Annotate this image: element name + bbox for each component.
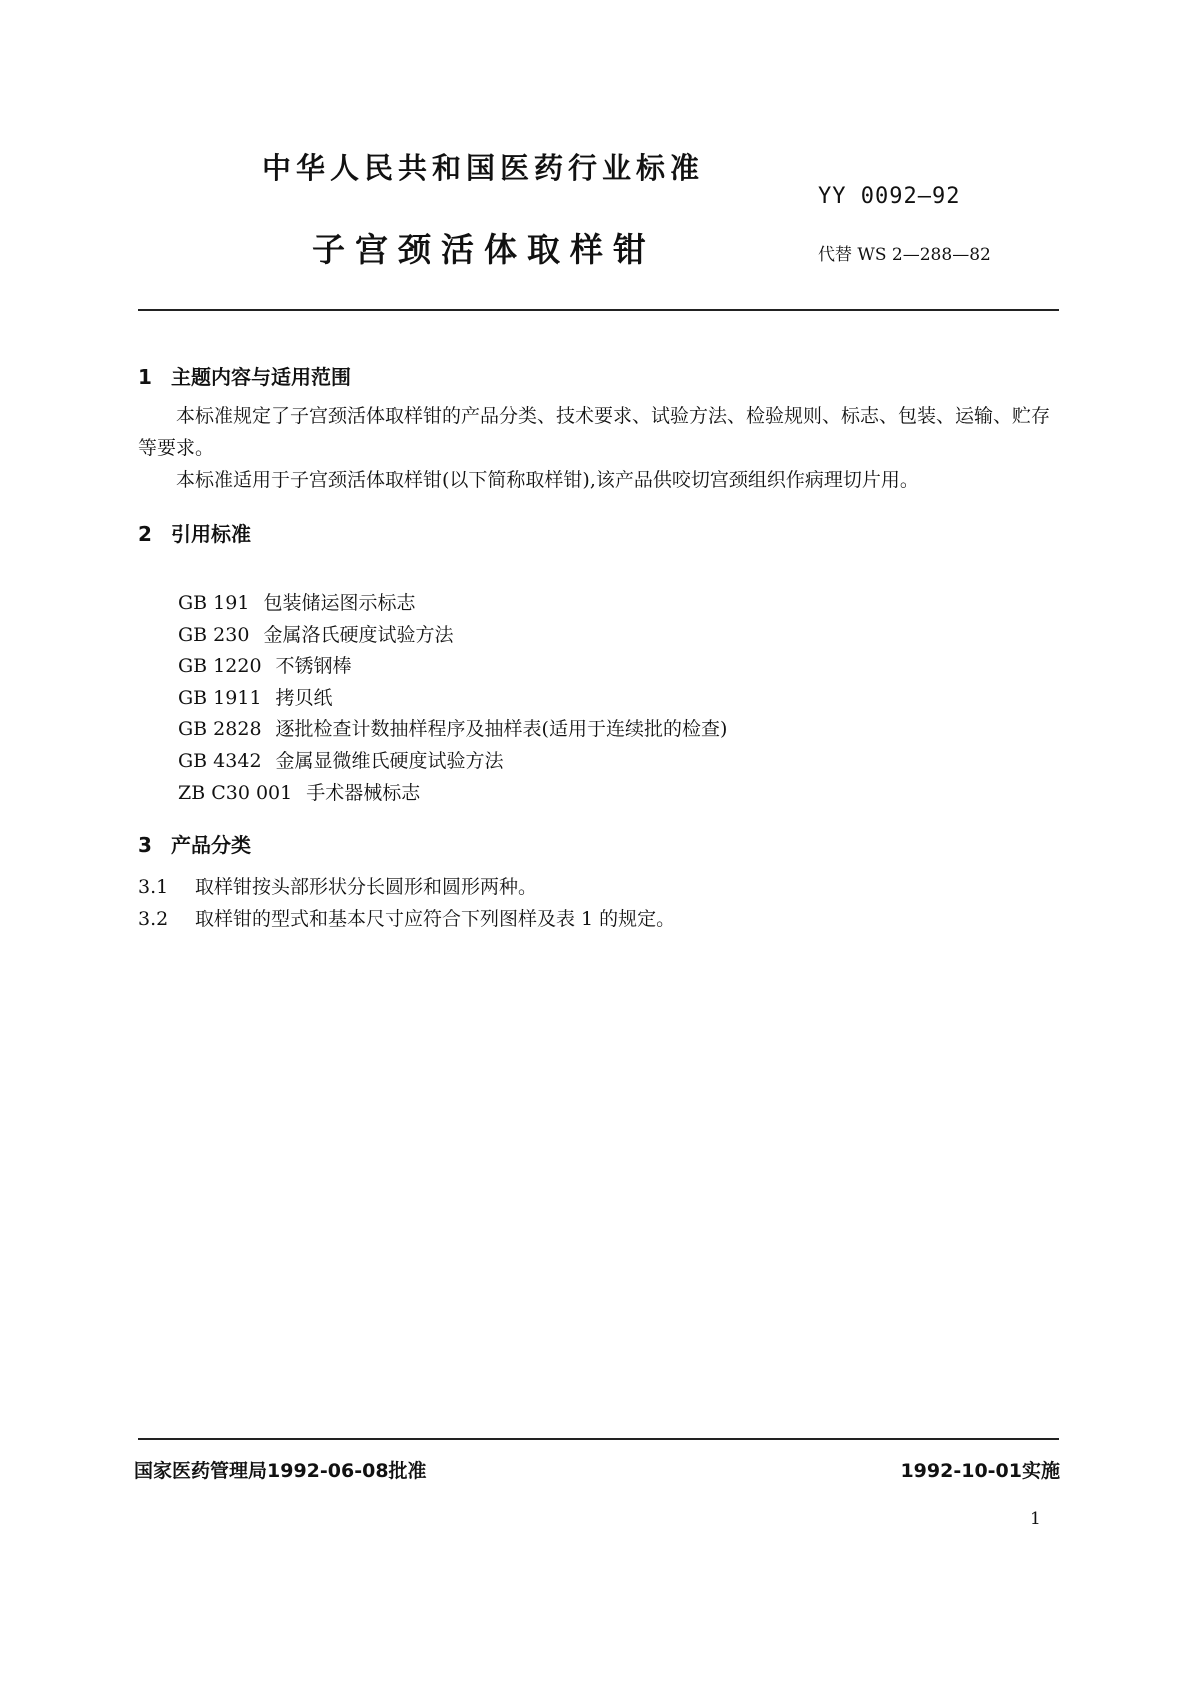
section-heading [138, 518, 251, 547]
paragraph-text: 本标准规定了子宫颈活体取样钳的产品分类、技术要求、试验方法、检验规则、标志、包装、运输、贮存等要求。 [138, 405, 1051, 459]
section-title: 引用标准 [171, 522, 251, 546]
clause-text: 取样钳的型式和基本尺寸应符合下列图样及表 1 的规定。 [195, 908, 676, 930]
reference-code: GB 4342 [178, 749, 262, 772]
clause [138, 872, 537, 899]
section-heading [138, 361, 351, 390]
approval-line: 国家医药管理局1992-06-08批准 [134, 1460, 427, 1482]
reference-item [178, 651, 727, 683]
issuing-organization: 中华人民共和国医药行业标准 [262, 151, 705, 185]
replaces-standard: 代替 WS 2—288—82 [818, 245, 991, 265]
reference-code: GB 2828 [178, 718, 262, 741]
reference-code: GB 1911 [178, 686, 262, 709]
reference-list [178, 588, 727, 809]
reference-item [178, 746, 727, 778]
paragraph [138, 400, 1059, 464]
clause-text: 取样钳按头部形状分长圆形和圆形两种。 [195, 876, 538, 898]
paragraph [138, 464, 1059, 496]
document-title: 子宫颈活体取样钳 [312, 230, 656, 269]
reference-item [178, 588, 727, 620]
page-number: 1 [1030, 1509, 1041, 1529]
reference-item [178, 778, 727, 810]
section-title: 产品分类 [171, 833, 251, 857]
section-title: 主题内容与适用范围 [171, 365, 351, 389]
clause-number: 3.2 [138, 908, 169, 930]
header-divider [138, 309, 1059, 311]
reference-name: 手术器械标志 [306, 781, 421, 804]
implementation-date: 1992-10-01实施 [900, 1460, 1060, 1482]
reference-name: 不锈钢棒 [275, 655, 352, 678]
reference-item [178, 714, 727, 746]
reference-code: GB 191 [178, 592, 250, 614]
reference-code: ZB C30 001 [178, 781, 293, 804]
section-heading [138, 829, 251, 858]
clause-number: 3.1 [138, 876, 169, 898]
reference-item [178, 620, 727, 652]
clause [138, 904, 675, 931]
reference-name: 逐批检查计数抽样程序及抽样表(适用于连续批的检查) [275, 718, 728, 741]
standard-code: YY 0092—92 [818, 184, 961, 209]
reference-code: GB 1220 [178, 655, 262, 678]
reference-code: GB 230 [178, 623, 250, 646]
section-number: 1 [138, 365, 152, 389]
reference-name: 拷贝纸 [275, 686, 333, 709]
footer-divider [138, 1438, 1059, 1440]
reference-name: 包装储运图示标志 [263, 592, 416, 614]
section-number: 2 [138, 522, 152, 546]
section-number: 3 [138, 833, 152, 857]
reference-name: 金属显微维氏硬度试验方法 [275, 749, 504, 772]
reference-item [178, 683, 727, 715]
reference-name: 金属洛氏硬度试验方法 [263, 623, 454, 646]
paragraph-text: 本标准适用于子宫颈活体取样钳(以下简称取样钳),该产品供咬切宫颈组织作病理切片用。 [176, 469, 919, 491]
